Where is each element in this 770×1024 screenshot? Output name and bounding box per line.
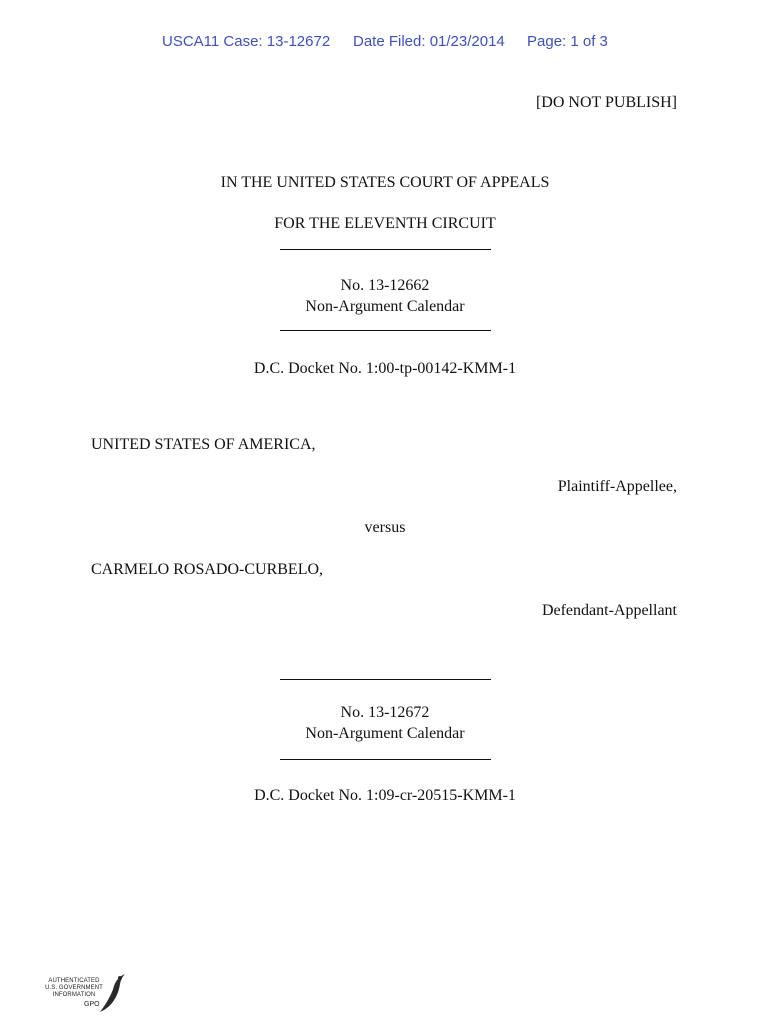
publish-notice: [DO NOT PUBLISH]	[535, 94, 677, 111]
seal-text: AUTHENTICATED U.S. GOVERNMENT INFORMATION	[45, 978, 103, 998]
case2-number: No. 13-12672	[340, 704, 430, 721]
defendant-name: CARMELO ROSADO-CURBELO,	[91, 561, 324, 578]
case2-docket: D.C. Docket No. 1:09-cr-20515-KMM-1	[254, 787, 516, 804]
separator-rule	[280, 759, 491, 760]
case1-number: No. 13-12662	[340, 277, 430, 294]
header-case-number: USCA11 Case: 13-12672	[162, 33, 331, 50]
gpo-authentication-seal	[44, 972, 128, 1016]
separator-rule	[280, 330, 491, 331]
defendant-role: Defendant-Appellant	[541, 602, 677, 619]
case1-calendar: Non-Argument Calendar	[305, 298, 465, 315]
separator-rule	[280, 249, 491, 250]
separator-rule	[280, 679, 491, 680]
case2-calendar: Non-Argument Calendar	[305, 725, 465, 742]
filing-header	[0, 33, 770, 53]
court-name: IN THE UNITED STATES COURT OF APPEALS	[220, 174, 550, 191]
header-page-number: Page: 1 of 3	[527, 33, 608, 50]
seal-gpo-label: GPO	[84, 1001, 100, 1008]
circuit-name: FOR THE ELEVENTH CIRCUIT	[274, 215, 496, 232]
plaintiff-name: UNITED STATES OF AMERICA,	[91, 436, 316, 453]
header-date-filed: Date Filed: 01/23/2014	[353, 33, 505, 50]
plaintiff-role: Plaintiff-Appellee,	[557, 478, 677, 495]
eagle-logo-icon	[96, 972, 126, 1016]
case1-docket: D.C. Docket No. 1:00-tp-00142-KMM-1	[253, 360, 517, 377]
versus-label: versus	[364, 519, 406, 536]
